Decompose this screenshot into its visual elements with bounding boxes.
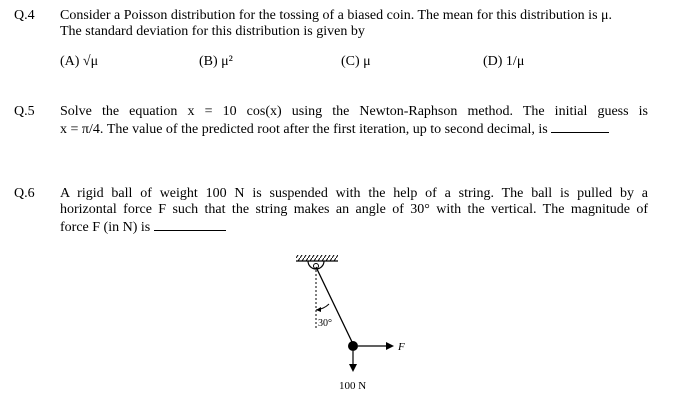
q6-line-1: A rigid ball of weight 100 N is suspended with the help of a string. The ball is pulled by a (60, 186, 648, 201)
question-number-q5: Q.5 (14, 104, 35, 119)
ball (348, 341, 358, 351)
q5-line-2: x = π/4. The value of the predicted root after the first iteration, up to second decimal, is (60, 122, 548, 137)
q4-option-b: (B) μ² (199, 54, 233, 69)
weight-arrow-head (349, 364, 357, 372)
angle-label: 30° (318, 318, 332, 329)
q6-line-2: horizontal force F such that the string makes an angle of 30° with the vertical. The magnitude of (60, 202, 648, 217)
q5-line-1: Solve the equation x = 10 cos(x) using the Newton-Raphson method. The initial guess is (60, 104, 648, 119)
q4-option-c: (C) μ (341, 54, 371, 69)
string (316, 267, 353, 344)
q6-line-3: force F (in N) is (60, 220, 151, 235)
q4-line-1: Consider a Poisson distribution for the tossing of a biased coin. The mean for this distribution is μ. (60, 8, 613, 23)
weight-label: 100 N (339, 380, 367, 392)
force-label: F (398, 341, 405, 353)
ceiling-hatch (296, 255, 338, 261)
q4-line-2: The standard deviation for this distribution is given by (60, 24, 365, 39)
force-arrow-head (386, 342, 394, 350)
question-number-q6: Q.6 (14, 186, 35, 201)
question-number-q4: Q.4 (14, 8, 35, 23)
q4-option-d: (D) 1/μ (483, 54, 525, 69)
q4-option-a: (A) √μ (60, 54, 99, 69)
